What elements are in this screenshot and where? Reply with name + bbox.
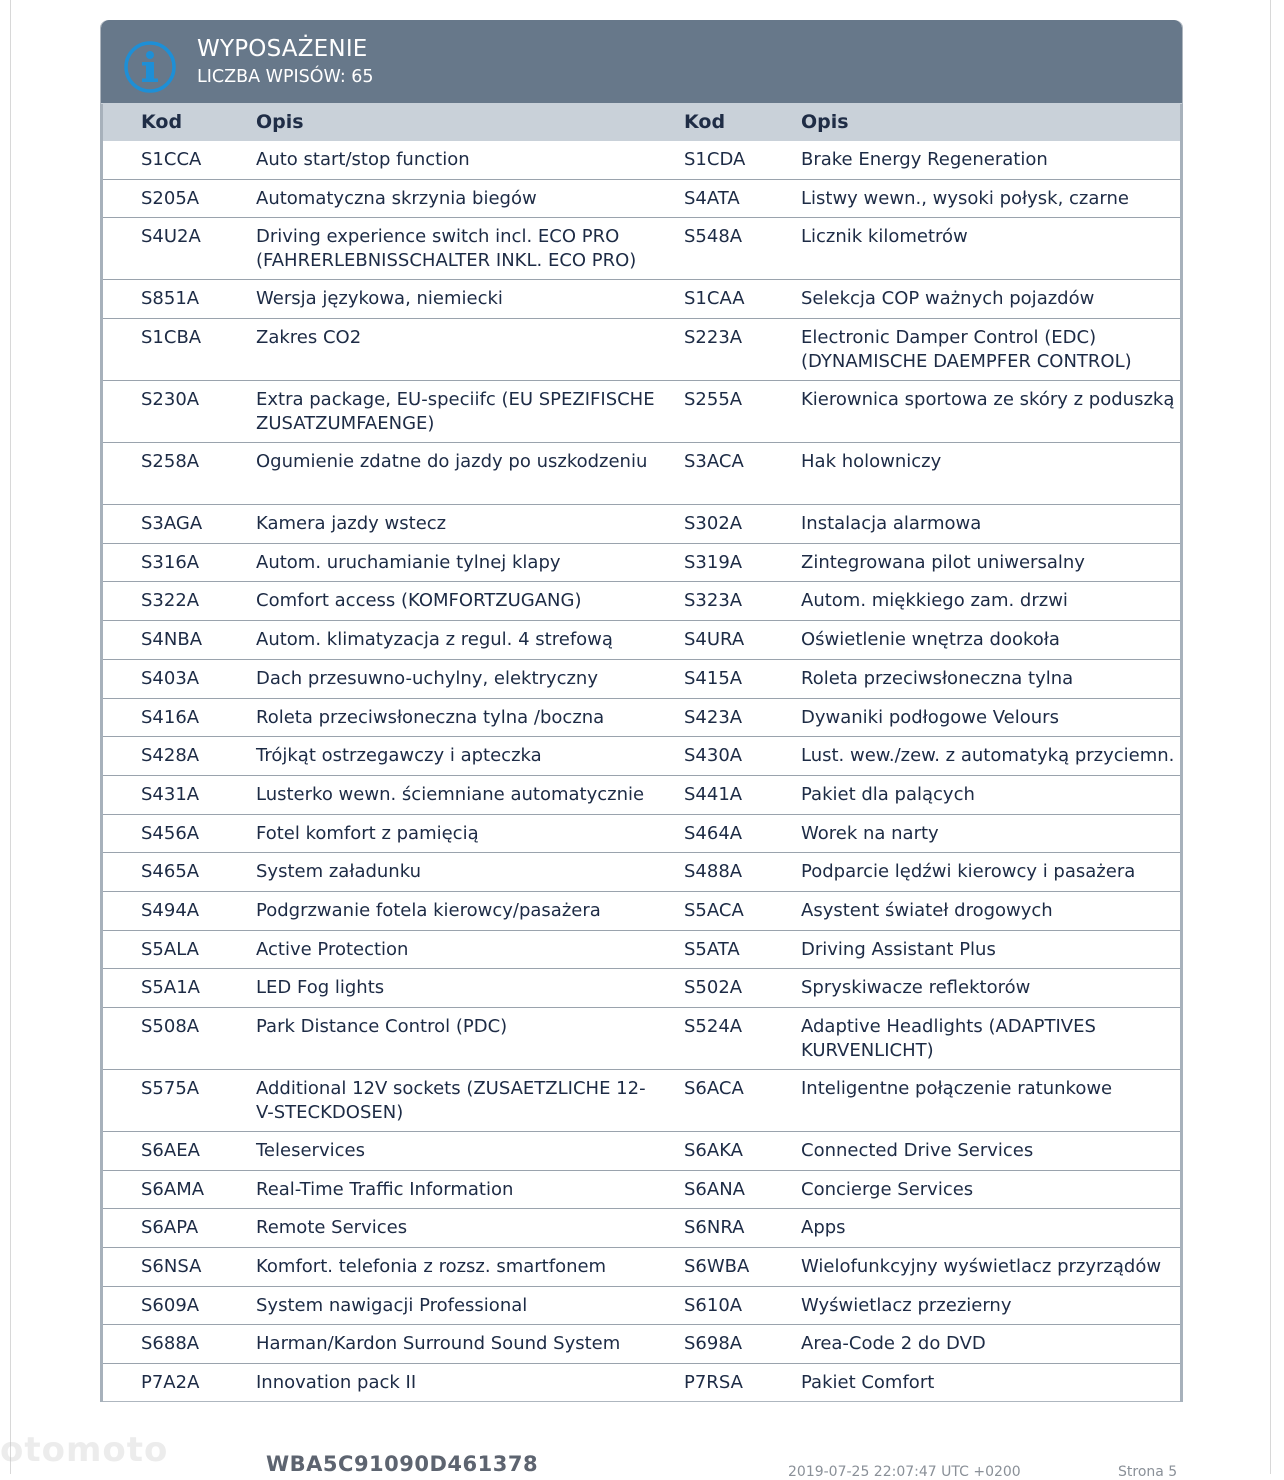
cell-desc-right: Instalacja alarmowa <box>801 513 982 535</box>
table-row <box>101 280 1182 319</box>
cell-code-right: S488A <box>684 861 743 883</box>
cell-desc-right: Kierownica sportowa ze skóry z poduszką <box>801 389 1175 411</box>
cell-desc-right: Wielofunkcyjny wyświetlacz przyrządów <box>801 1256 1162 1278</box>
cell-desc-left: Fotel komfort z pamięcią <box>256 822 479 844</box>
table-row <box>101 1287 1182 1326</box>
panel-title: WYPOSAŻENIE <box>197 36 368 62</box>
cell-desc-left: Driving experience switch incl. ECO PRO (FAHRERLEBNISSCHALTER INKL. ECO PRO) <box>256 226 637 272</box>
col-header-desc-2: Opis <box>801 111 849 133</box>
cell-code-left: P7A2A <box>141 1372 200 1394</box>
cell-code-left: S4U2A <box>141 226 201 248</box>
panel-border-left <box>100 104 103 1402</box>
table-header <box>101 103 1182 141</box>
cell-desc-left: Automatyczna skrzynia biegów <box>256 187 537 209</box>
cell-code-left: S688A <box>141 1333 200 1355</box>
cell-code-right: S423A <box>684 706 743 728</box>
table-row <box>101 443 1182 505</box>
footer-vin: WBA5C91090D461378 <box>266 1452 539 1476</box>
cell-code-left: S508A <box>141 1016 200 1037</box>
footer-page: Strona 5 <box>1118 1464 1178 1480</box>
cell-desc-left: Autom. uruchamianie tylnej klapy <box>256 551 561 573</box>
table-row <box>101 1171 1182 1210</box>
cell-desc-left: Remote Services <box>256 1217 408 1239</box>
cell-code-right: S1CDA <box>684 149 746 170</box>
cell-desc-right: Adaptive Headlights (ADAPTIVES KURVENLICHT) <box>801 1016 1096 1061</box>
col-header-code-1: Kod <box>141 111 183 133</box>
cell-code-right: S502A <box>684 977 743 999</box>
cell-desc-right: Connected Drive Services <box>801 1140 1034 1161</box>
table-row <box>101 699 1182 738</box>
cell-desc-right: Hak holowniczy <box>801 451 942 473</box>
cell-desc-left: Ogumienie zdatne do jazdy po uszkodzeniu <box>256 451 648 473</box>
cell-desc-left: Additional 12V sockets (ZUSAETZLICHE 12-V-STECKDOSEN) <box>256 1078 646 1123</box>
cell-desc-left: Auto start/stop function <box>256 149 470 170</box>
cell-code-right: S319A <box>684 551 743 573</box>
table-row <box>101 660 1182 699</box>
cell-code-left: S230A <box>141 389 200 411</box>
cell-code-left: S494A <box>141 899 200 921</box>
cell-code-right: S6ANA <box>684 1178 745 1200</box>
cell-code-left: S609A <box>141 1294 200 1316</box>
cell-desc-left: Autom. klimatyzacja z regul. 4 strefową <box>256 629 613 651</box>
cell-desc-right: Oświetlenie wnętrza dookoła <box>801 629 1060 651</box>
cell-desc-left: Kamera jazdy wstecz <box>256 513 447 535</box>
cell-desc-right: Licznik kilometrów <box>801 226 968 248</box>
cell-code-right: S255A <box>684 389 743 411</box>
table-row <box>101 621 1182 660</box>
panel-border-right <box>1180 104 1183 1402</box>
cell-code-right: S610A <box>684 1294 743 1316</box>
cell-desc-right: Asystent świateł drogowych <box>801 899 1053 921</box>
cell-desc-left: Dach przesuwno-uchylny, elektryczny <box>256 667 598 689</box>
equipment-panel <box>100 20 1183 1402</box>
cell-desc-right: Spryskiwacze reflektorów <box>801 977 1031 999</box>
cell-desc-left: Lusterko wewn. ściemniane automatycznie <box>256 783 645 805</box>
cell-code-left: S205A <box>141 187 200 209</box>
table-row <box>101 815 1182 854</box>
cell-code-right: S302A <box>684 513 743 535</box>
cell-code-right: S4ATA <box>684 187 740 209</box>
cell-code-left: S416A <box>141 706 200 728</box>
table-row <box>101 1248 1182 1287</box>
cell-code-left: S851A <box>141 288 200 310</box>
cell-code-left: S428A <box>141 745 200 767</box>
cell-desc-right: Autom. miękkiego zam. drzwi <box>801 590 1068 612</box>
cell-desc-left: Roleta przeciwsłoneczna tylna /boczna <box>256 706 605 728</box>
cell-code-right: S6NRA <box>684 1217 745 1239</box>
cell-code-right: S548A <box>684 226 743 248</box>
cell-code-right: S1CAA <box>684 288 745 310</box>
table-row <box>101 1325 1182 1364</box>
table-row <box>101 319 1182 381</box>
cell-desc-right: Worek na narty <box>801 822 939 844</box>
table-row <box>101 1008 1182 1070</box>
cell-code-right: S524A <box>684 1016 743 1037</box>
cell-desc-left: Active Protection <box>256 938 409 960</box>
cell-desc-right: Zintegrowana pilot uniwersalny <box>801 551 1085 573</box>
cell-code-right: S5ACA <box>684 899 744 921</box>
cell-desc-left: Podgrzwanie fotela kierowcy/pasażera <box>256 899 601 921</box>
cell-desc-right: Driving Assistant Plus <box>801 938 996 960</box>
table-row <box>101 737 1182 776</box>
cell-desc-left: Park Distance Control (PDC) <box>256 1016 508 1037</box>
cell-code-left: S575A <box>141 1078 200 1099</box>
cell-desc-left: Teleservices <box>256 1140 365 1161</box>
cell-desc-right: Area-Code 2 do DVD <box>801 1333 986 1355</box>
cell-code-left: S258A <box>141 451 200 473</box>
cell-code-left: S1CCA <box>141 149 202 170</box>
cell-code-right: S5ATA <box>684 938 740 960</box>
cell-code-right: S415A <box>684 667 743 689</box>
cell-desc-right: Wyświetlacz przezierny <box>801 1294 1012 1316</box>
table-row <box>101 1209 1182 1248</box>
col-header-desc-1: Opis <box>256 111 304 133</box>
page-edge-left <box>10 0 11 1474</box>
cell-desc-left: Innovation pack II <box>256 1372 417 1394</box>
equipment-table-body <box>101 141 1182 1402</box>
cell-code-right: S223A <box>684 327 743 349</box>
table-row <box>101 853 1182 892</box>
table-row <box>101 1364 1182 1402</box>
cell-desc-left: System załadunku <box>256 861 421 883</box>
cell-desc-right: Roleta przeciwsłoneczna tylna <box>801 667 1074 689</box>
watermark-logo: otomoto <box>0 1430 169 1470</box>
table-row <box>101 931 1182 970</box>
cell-desc-right: Pakiet dla palących <box>801 783 975 805</box>
cell-code-right: S6AKA <box>684 1140 743 1161</box>
cell-desc-right: Lust. wew./zew. z automatyką przyciemn. <box>801 745 1175 767</box>
table-row <box>101 544 1182 583</box>
cell-code-left: S6AMA <box>141 1178 205 1200</box>
table-row <box>101 505 1182 544</box>
cell-desc-right: Inteligentne połączenie ratunkowe <box>801 1078 1113 1099</box>
cell-code-left: S456A <box>141 822 200 844</box>
cell-code-right: P7RSA <box>684 1372 743 1394</box>
cell-code-left: S431A <box>141 783 200 805</box>
cell-desc-left: Zakres CO2 <box>256 327 362 349</box>
cell-desc-left: Comfort access (KOMFORTZUGANG) <box>256 590 582 612</box>
cell-code-left: S6AEA <box>141 1140 200 1161</box>
cell-desc-right: Listwy wewn., wysoki połysk, czarne <box>801 187 1129 209</box>
cell-code-left: S5A1A <box>141 977 200 999</box>
cell-desc-right: Concierge Services <box>801 1178 974 1200</box>
cell-code-left: S6APA <box>141 1217 199 1239</box>
cell-code-left: S4NBA <box>141 629 203 651</box>
cell-code-right: S6WBA <box>684 1256 750 1278</box>
table-row <box>101 1070 1182 1132</box>
table-row <box>101 776 1182 815</box>
cell-desc-left: System nawigacji Professional <box>256 1294 528 1316</box>
page-edge-right <box>1270 0 1271 1474</box>
cell-desc-left: Extra package, EU-speciifc (EU SPEZIFISCHE ZUSATZUMFAENGE) <box>256 389 655 435</box>
cell-code-right: S464A <box>684 822 743 844</box>
table-row <box>101 141 1182 180</box>
table-row <box>101 381 1182 443</box>
cell-code-left: S316A <box>141 551 200 573</box>
cell-code-left: S1CBA <box>141 327 202 349</box>
cell-code-right: S6ACA <box>684 1078 744 1099</box>
info-icon <box>123 40 177 94</box>
cell-desc-right: Electronic Damper Control (EDC) (DYNAMISCHE DAEMPFER CONTROL) <box>801 327 1132 373</box>
cell-desc-right: Selekcja COP ważnych pojazdów <box>801 288 1095 310</box>
cell-desc-right: Pakiet Comfort <box>801 1372 935 1394</box>
table-row <box>101 892 1182 931</box>
cell-code-right: S430A <box>684 745 743 767</box>
cell-desc-left: Wersja językowa, niemiecki <box>256 288 503 310</box>
footer-date: 2019-07-25 22:07:47 UTC +0200 <box>788 1464 1021 1480</box>
cell-desc-right: Apps <box>801 1217 846 1239</box>
cell-desc-left: Trójkąt ostrzegawczy i apteczka <box>256 745 542 767</box>
cell-code-right: S323A <box>684 590 743 612</box>
panel-header <box>101 20 1182 103</box>
table-row <box>101 582 1182 621</box>
cell-code-left: S403A <box>141 667 200 689</box>
table-row <box>101 1132 1182 1171</box>
cell-code-left: S5ALA <box>141 938 199 960</box>
cell-code-right: S4URA <box>684 629 745 651</box>
cell-desc-left: Harman/Kardon Surround Sound System <box>256 1333 621 1355</box>
entry-count: LICZBA WPISÓW: 65 <box>197 67 374 87</box>
cell-desc-right: Podparcie lędźwi kierowcy i pasażera <box>801 861 1136 883</box>
cell-code-left: S6NSA <box>141 1256 202 1278</box>
table-row <box>101 180 1182 219</box>
cell-desc-right: Dywaniki podłogowe Velours <box>801 706 1059 728</box>
cell-desc-left: Komfort. telefonia z rozsz. smartfonem <box>256 1256 607 1278</box>
cell-code-right: S3ACA <box>684 451 744 473</box>
cell-desc-left: LED Fog lights <box>256 977 385 999</box>
cell-desc-left: Real-Time Traffic Information <box>256 1178 514 1200</box>
cell-code-left: S3AGA <box>141 513 203 535</box>
cell-desc-right: Brake Energy Regeneration <box>801 149 1048 170</box>
cell-code-left: S322A <box>141 590 200 612</box>
cell-code-left: S465A <box>141 861 200 883</box>
col-header-code-2: Kod <box>684 111 726 133</box>
table-row <box>101 218 1182 280</box>
cell-code-right: S698A <box>684 1333 743 1355</box>
table-row <box>101 969 1182 1008</box>
cell-code-right: S441A <box>684 783 743 805</box>
